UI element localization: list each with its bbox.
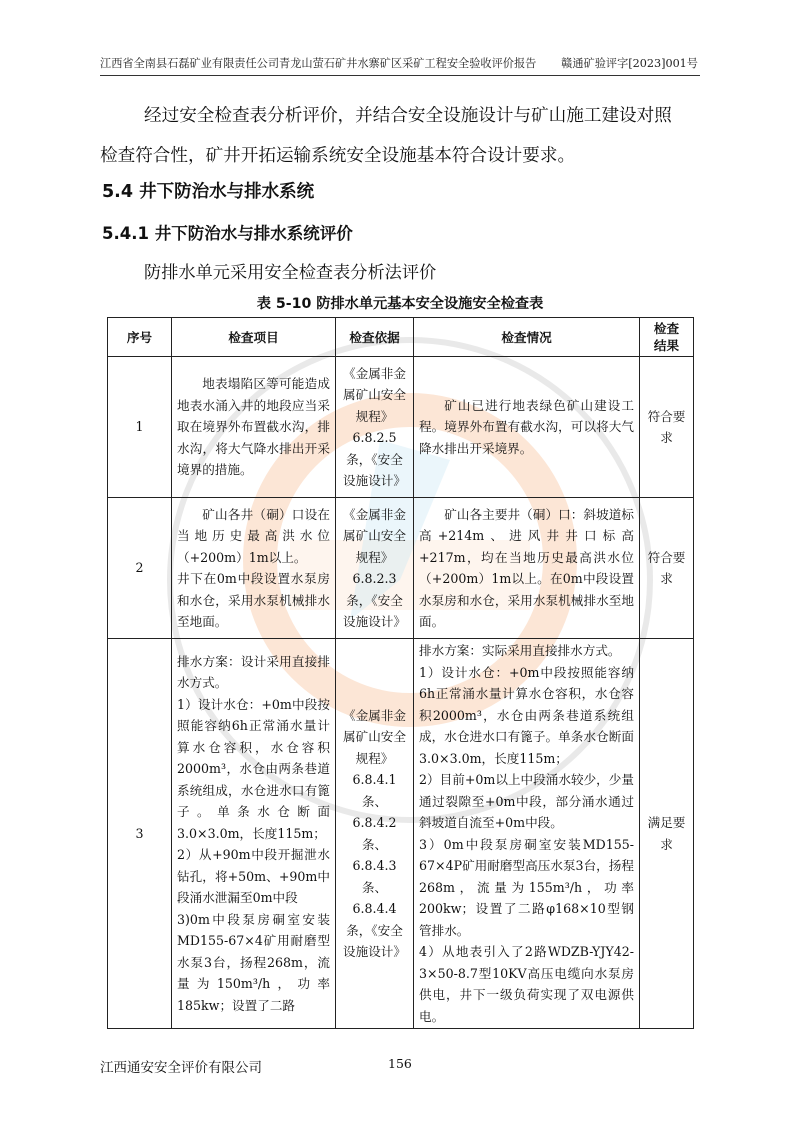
item-line: 矿山各井（硐）口设在当地历史最高洪水位（+200m）1m以上。 xyxy=(177,506,330,565)
header-report-title: 江西省全南县石磊矿业有限责任公司青龙山萤石矿井水寨矿区采矿工程安全验收评价报告 xyxy=(100,57,537,70)
inspection-result: 符合要求 xyxy=(640,498,694,639)
item-line: 排水方案：设计采用直接排水方式。 xyxy=(177,653,330,691)
inspection-item: 地表塌陷区等可能造成地表水涌入井的地段应当采取在境界外布置截水沟，排水沟，将大气降水排出开采境界的措施。 xyxy=(172,357,336,498)
row-number: 1 xyxy=(108,357,172,498)
running-header xyxy=(100,57,700,71)
col-header-result-line2: 结果 xyxy=(653,338,680,353)
col-header-item: 检查项目 xyxy=(172,318,336,357)
row-number: 2 xyxy=(108,498,172,639)
item-line: 2）从+90m中段开掘泄水钻孔，将+50m、+90m中段涌水泄漏至0m中段 xyxy=(177,847,330,906)
lead-sentence: 防排水单元采用安全检查表分析法评价 xyxy=(144,263,437,283)
inspection-item xyxy=(172,639,336,1029)
situation-line: 3）0m中段泵房硐室安装MD155-67×4P矿用耐磨型高压水泵3台，扬程268m，流量为155m³/h，功率200kw；设置了二路φ168×10型钢管排水。 xyxy=(419,836,634,938)
item-line: 1）设计水仓：+0m中段按照能容纳6h正常涌水量计算水仓容积，水仓容积2000m³，水仓由两条巷道系统组成，水仓进水口有篦子。单条水仓断面3.0×3.0m，长度115m； xyxy=(177,696,330,841)
subsection-heading: 5.4.1 井下防治水与排水系统评价 xyxy=(102,224,353,243)
col-header-result xyxy=(640,318,694,357)
col-header-basis: 检查依据 xyxy=(336,318,414,357)
situation-line: 1）设计水仓：+0m中段按照能容纳6h正常涌水量计算水仓容积，水仓容积2000m³，水仓由两条巷道系统组成，水仓进水口有篦子。单条水仓断面3.0×3.0m，长度115m； xyxy=(419,664,634,766)
col-header-result-line1: 检查 xyxy=(653,321,680,336)
table-row xyxy=(108,639,694,1029)
inspection-item xyxy=(172,498,336,639)
section-heading: 5.4 井下防治水与排水系统 xyxy=(102,182,315,202)
inspection-table xyxy=(107,317,694,1029)
col-header-no: 序号 xyxy=(108,318,172,357)
item-line: 井下在0m中段设置水泵房和水仓，采用水泵机械排水至地面。 xyxy=(177,571,330,629)
table-header-row xyxy=(108,318,694,357)
situation-line: 2）目前+0m以上中段涌水较少，少量通过裂隙至+0m中段，部分涌水通过斜坡道自流至+0m中段。 xyxy=(419,772,634,830)
table-caption: 表 5-10 防排水单元基本安全设施安全检查表 xyxy=(256,296,544,312)
item-line: 3)0m中段泵房硐室安装MD155-67×4矿用耐磨型水泵3台，扬程268m，流量为150m³/h，功率185kw；设置了二路 xyxy=(177,911,330,1013)
table-row xyxy=(108,498,694,639)
header-rule xyxy=(100,75,700,76)
header-report-number: 赣通矿验评字[2023]001号 xyxy=(561,57,698,70)
inspection-basis: 《金属非金属矿山安全规程》6.8.2.3条，《安全设施设计》 xyxy=(336,498,414,639)
inspection-situation xyxy=(414,639,640,1029)
inspection-result: 符合要求 xyxy=(640,357,694,498)
inspection-result: 满足要求 xyxy=(640,639,694,1029)
inspection-basis: 《金属非金属矿山安全规程》6.8.4.1条、6.8.4.2条、6.8.4.3条、6.8.4.4条，《安全设施设计》 xyxy=(336,639,414,1029)
footer-company: 江西通安安全评价有限公司 xyxy=(100,1060,262,1076)
inspection-situation: 矿山已进行地表绿色矿山建设工程。境界外布置有截水沟，可以将大气降水排出开采境界。 xyxy=(414,357,640,498)
table-row xyxy=(108,357,694,498)
intro-line-1: 经过安全检查表分析评价，并结合安全设施设计与矿山施工建设对照 xyxy=(144,106,672,126)
situation-line: 排水方案：实际采用直接排水方式。 xyxy=(419,643,621,658)
page-number: 156 xyxy=(388,1056,412,1071)
situation-line: 4）从地表引入了2路WDZB-YJY42-3×50-8.7型10KV高压电缆向水泵房供电，井下一级负荷实现了双电源供电。 xyxy=(419,944,634,1024)
intro-line-2: 检查符合性，矿井开拓运输系统安全设施基本符合设计要求。 xyxy=(100,146,576,166)
row-number: 3 xyxy=(108,639,172,1029)
inspection-basis: 《金属非金属矿山安全规程》6.8.2.5条，《安全设施设计》 xyxy=(336,357,414,498)
inspection-situation: 矿山各主要井（硐）口：斜坡道标高+214m、进风井井口标高+217m，均在当地历史最高洪水位（+200m）1m以上。在0m中段设置水泵房和水仓，采用水泵机械排水至地面。 xyxy=(414,498,640,639)
col-header-situation: 检查情况 xyxy=(414,318,640,357)
